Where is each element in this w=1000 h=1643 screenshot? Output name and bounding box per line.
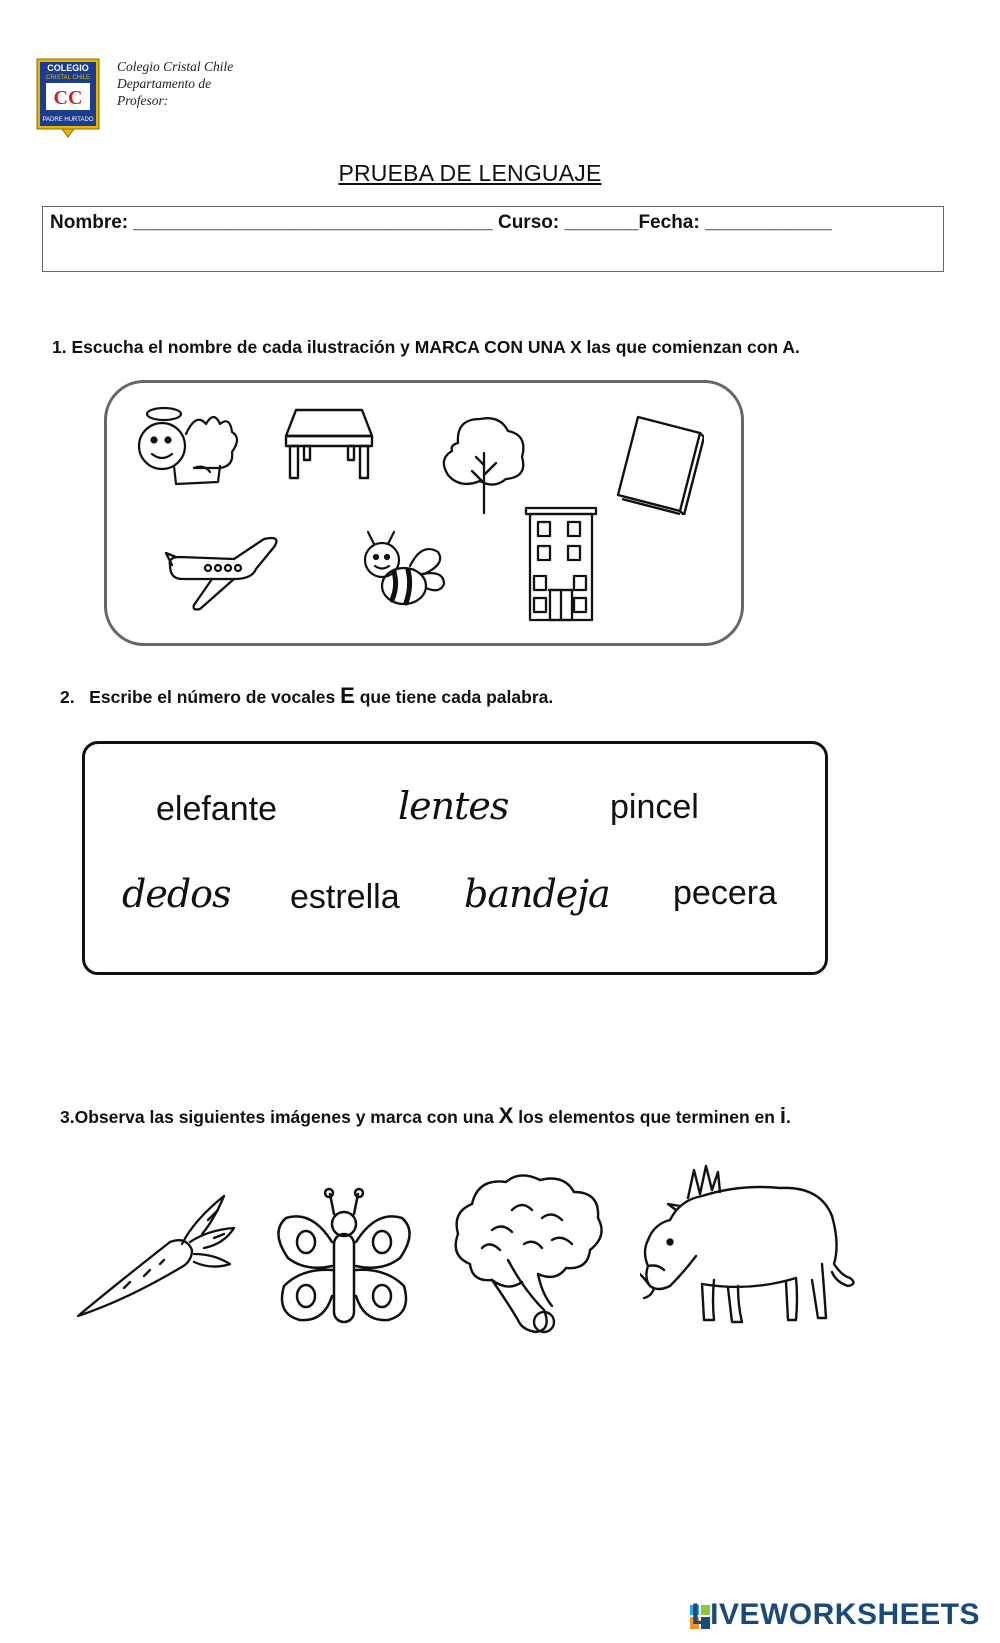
- school-logo: [36, 58, 100, 138]
- page-title: PRUEBA DE LENGUAJE: [338, 160, 602, 186]
- school-info: [117, 58, 233, 109]
- student-info-line: [50, 212, 832, 234]
- building-icon[interactable]: [524, 506, 598, 622]
- boar-icon[interactable]: [640, 1160, 860, 1328]
- butterfly-icon[interactable]: [272, 1184, 416, 1328]
- book-icon[interactable]: [614, 413, 704, 515]
- name-label: Nombre:: [50, 212, 129, 233]
- logo-bottom-text: PADRE HURTADO: [42, 117, 94, 123]
- logo-monogram: CC: [53, 87, 83, 109]
- word-pecera: pecera: [673, 874, 777, 912]
- teacher-label: Profesor:: [117, 93, 169, 108]
- question-2-letter: E: [340, 683, 355, 708]
- broccoli-icon[interactable]: [452, 1170, 608, 1336]
- word-pincel: pincel: [610, 788, 699, 826]
- carrot-icon[interactable]: [74, 1190, 240, 1320]
- airplane-icon[interactable]: [164, 535, 284, 611]
- liveworksheets-brand[interactable]: LIVEWORKSHEETS: [691, 1598, 980, 1631]
- course-label: Curso:: [497, 212, 560, 233]
- question-2-box: [82, 741, 828, 975]
- date-label: Fecha:: [638, 212, 700, 233]
- school-name: Colegio Cristal Chile: [117, 59, 234, 74]
- logo-top-text: COLEGIO: [47, 63, 89, 73]
- word-dedos: dedos: [122, 872, 231, 916]
- word-estrella: estrella: [290, 878, 400, 916]
- name-field[interactable]: __________________________________: [133, 212, 493, 233]
- question-3-prefix: 3.Observa las siguientes imágenes y marca con una: [60, 1107, 499, 1127]
- question-2-suffix: que tiene cada palabra.: [354, 687, 554, 707]
- question-1-text: 1. Escucha el nombre de cada ilustración y MARCA CON UNA X las que comienzan con A.: [52, 337, 800, 357]
- question-3-x-letter: X: [498, 1103, 514, 1128]
- word-elefante: elefante: [156, 790, 277, 828]
- tree-icon[interactable]: [438, 413, 530, 515]
- table-icon[interactable]: [282, 406, 374, 480]
- logo-middle-text: CRISTAL CHILE: [45, 75, 91, 81]
- course-field[interactable]: _______: [564, 212, 639, 233]
- question-3-text: [60, 1103, 791, 1129]
- word-bandeja: bandeja: [464, 872, 610, 916]
- question-3-letter: i: [779, 1103, 786, 1128]
- angel-icon[interactable]: [134, 404, 244, 490]
- question-3-middle: los elementos que terminen en: [513, 1107, 780, 1127]
- question-2-prefix: 2. Escribe el número de vocales: [60, 687, 341, 707]
- word-lentes: lentes: [398, 784, 509, 828]
- question-2-text: [60, 683, 553, 709]
- bee-icon[interactable]: [360, 530, 446, 612]
- question-3-suffix: .: [785, 1107, 791, 1127]
- date-field[interactable]: ____________: [704, 212, 832, 233]
- department-label: Departamento de: [117, 76, 212, 91]
